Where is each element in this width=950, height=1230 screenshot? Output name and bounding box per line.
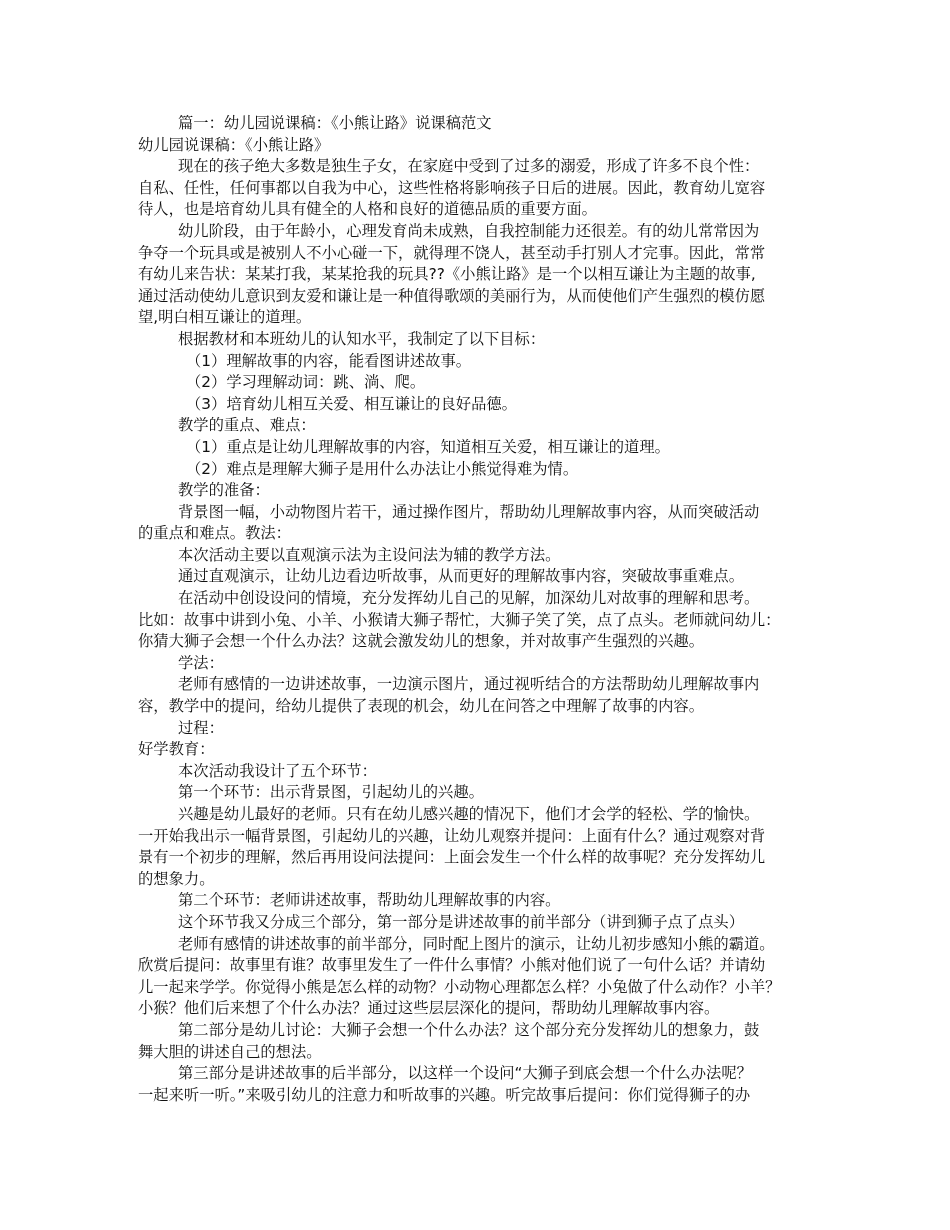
- text-line: 的重点和难点。教法：: [138, 524, 291, 543]
- text-line: 第一个环节：出示背景图，引起幼儿的兴趣。: [178, 783, 484, 802]
- text-line: 小猴？他们后来想了个什么办法？通过这些层层深化的提问，帮助幼儿理解故事内容。: [138, 999, 720, 1018]
- text-line: 有幼儿来告状：某某打我，某某抢我的玩具??《小熊让路》是一个以相互谦让为主题的故事,: [138, 265, 756, 284]
- text-line: 幼儿阶段，由于年龄小，心理发育尚未成熟，自我控制能力还很差。有的幼儿常常因为: [178, 221, 760, 240]
- text-line: 现在的孩子绝大多数是独生子女，在家庭中受到了过多的溺爱，形成了许多不良个性：: [178, 157, 760, 176]
- text-line: 学法：: [178, 653, 224, 672]
- text-line: （1）理解故事的内容，能看图讲述故事。: [186, 351, 472, 370]
- text-line: 儿一起来学学。你觉得小熊是怎么样的动物？小动物心理都怎么样？小兔做了什么动作？小羊？: [138, 977, 781, 996]
- text-line: 教学的准备：: [178, 481, 270, 500]
- text-line: 比如：故事中讲到小兔、小羊、小猴请大狮子帮忙，大狮子笑了笑，点了点头。老师就问幼儿：: [138, 610, 781, 629]
- text-line: （1）重点是让幼儿理解故事的内容，知道相互关爱，相互谦让的道理。: [186, 437, 670, 456]
- text-line: 第二部分是幼儿讨论：大狮子会想一个什么办法？这个部分充分发挥幼儿的想象力，鼓: [178, 1020, 760, 1039]
- text-line: 一起来听一听。”来吸引幼儿的注意力和听故事的兴趣。听完故事后提问：你们觉得狮子的办: [138, 1085, 751, 1104]
- document-body: [138, 113, 818, 1106]
- text-line: 教学的重点、难点：: [178, 416, 316, 435]
- text-line: 老师有感情的一边讲述故事，一边演示图片，通过视听结合的方法帮助幼儿理解故事内: [178, 675, 760, 694]
- text-line: 通过活动使幼儿意识到友爱和谦让是一种值得歌颂的美丽行为，从而使他们产生强烈的模仿愿: [138, 286, 766, 305]
- text-line: 欣赏后提问：故事里有谁？故事里发生了一件什么事情？小熊对他们说了一句什么话？并请幼: [138, 956, 766, 975]
- text-line: 根据教材和本班幼儿的认知水平，我制定了以下目标：: [178, 329, 546, 348]
- text-line: 本次活动我设计了五个环节：: [178, 761, 377, 780]
- text-line: （2）学习理解动词：跳、淌、爬。: [186, 373, 426, 392]
- text-line: 容，教学中的提问，给幼儿提供了表现的机会，幼儿在问答之中理解了故事的内容。: [138, 697, 704, 716]
- document-title: 篇一：幼儿园说课稿：《小熊让路》说课稿范文: [178, 114, 492, 132]
- text-line: 背景图一幅，小动物图片若干，通过操作图片，帮助幼儿理解故事内容，从而突破活动: [178, 502, 760, 521]
- text-line: 通过直观演示，让幼儿边看边听故事，从而更好的理解故事内容，突破故事重难点。: [178, 567, 744, 586]
- text-line: 一开始我出示一幅背景图，引起幼儿的兴趣，让幼儿观察并提问：上面有什么？通过观察对背: [138, 826, 766, 845]
- text-line: 待人，也是培育幼儿具有健全的人格和良好的道德品质的重要方面。: [138, 200, 597, 219]
- text-line: 的想象力。: [138, 869, 215, 888]
- text-line: 第二个环节：老师讲述故事，帮助幼儿理解故事的内容。: [178, 891, 561, 910]
- text-line: 本次活动主要以直观演示法为主设问法为辅的教学方法。: [178, 545, 561, 564]
- text-line: 好学教育：: [138, 740, 215, 759]
- document-subtitle: 幼儿园说课稿：《小熊让路》: [138, 135, 330, 154]
- text-line: 你猜大狮子会想一个什么办法？这就会激发幼儿的想象，并对故事产生强烈的兴趣。: [138, 632, 704, 651]
- text-line: （2）难点是理解大狮子是用什么办法让小熊觉得难为情。: [186, 459, 579, 478]
- text-line: （3）培育幼儿相互关爱、相互谦让的良好品德。: [186, 394, 517, 413]
- text-line: 舞大胆的讲述自己的想法。: [138, 1042, 322, 1061]
- text-line: 争夺一个玩具或是被别人不小心碰一下，就得理不饶人，甚至动手打别人才完事。因此，常常: [138, 243, 766, 262]
- text-line: 老师有感情的讲述故事的前半部分，同时配上图片的演示，让幼儿初步感知小熊的霸道。: [178, 934, 775, 953]
- text-line: 第三部分是讲述故事的后半部分，以这样一个设问“大狮子到底会想一个什么办法呢？: [178, 1064, 752, 1083]
- text-line: 在活动中创设设问的情境，充分发挥幼儿自己的见解，加深幼儿对故事的理解和思考。: [178, 589, 760, 608]
- text-line: 望,明白相互谦让的道理。: [138, 308, 312, 327]
- text-line: 自私、任性，任何事都以自我为中心，这些性格将影响孩子日后的进展。因此，教育幼儿宽容: [138, 178, 766, 197]
- text-line: 过程：: [178, 718, 224, 737]
- text-line: 兴趣是幼儿最好的老师。只有在幼儿感兴趣的情况下，他们才会学的轻松、学的愉快。: [178, 805, 760, 823]
- text-line: 这个环节我又分成三个部分，第一部分是讲述故事的前半部分（讲到狮子点了点头）: [178, 912, 744, 931]
- text-line: 景有一个初步的理解，然后再用设问法提问：上面会发生一个什么样的故事呢？充分发挥幼儿: [138, 848, 766, 867]
